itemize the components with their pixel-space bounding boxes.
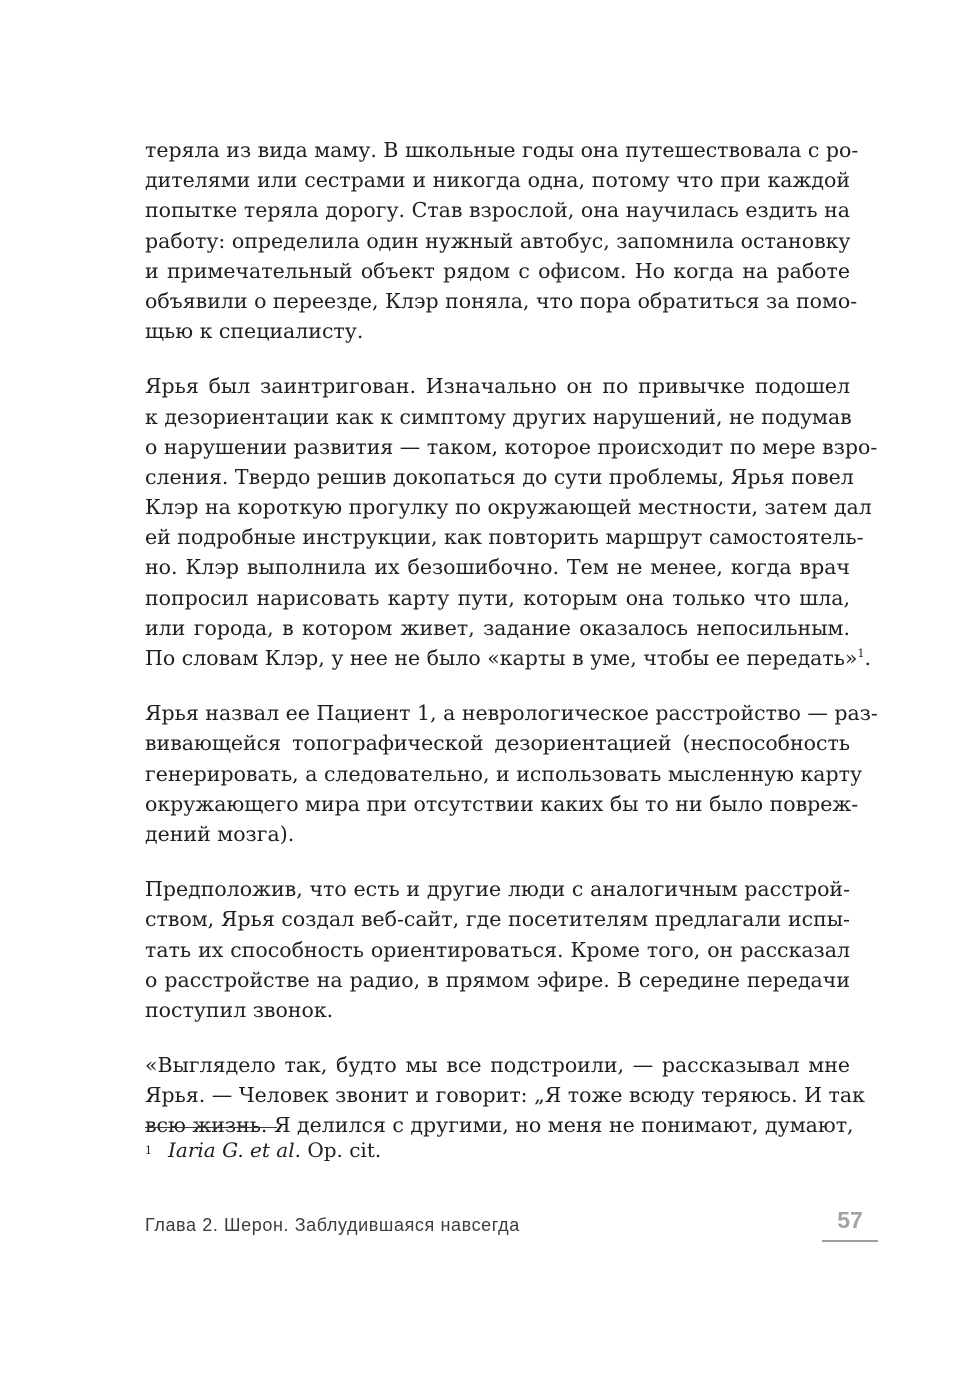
- text-line-content: По словам Клэр, у нее не было «карты в уме, чтобы ее передать»: [145, 646, 858, 670]
- paragraph-1: [145, 135, 859, 346]
- text-line: Ярья назвал ее Пациент 1, а неврологическое расстройство — раз-: [145, 701, 878, 726]
- footnote-divider: [145, 1127, 277, 1128]
- page-number: 57: [822, 1207, 878, 1242]
- text-line: генерировать, а следовательно, и использовать мысленную карту: [145, 761, 863, 786]
- footnote-reference[interactable]: 1: [857, 647, 865, 661]
- text-line: тать их способность ориентироваться. Кроме того, он рассказал: [145, 937, 850, 962]
- text-line: поступил звонок.: [145, 997, 334, 1022]
- running-footer-title: Глава 2. Шерон. Заблудившаяся навсегда: [145, 1215, 520, 1235]
- text-line: Клэр на короткую прогулку по окружающей местности, затем дал: [145, 495, 872, 520]
- text-line: но. Клэр выполнила их безошибочно. Тем не менее, когда врач: [145, 555, 850, 580]
- text-line: ством, Ярья создал веб-сайт, где посетителям предлагали испы-: [145, 907, 850, 932]
- text-line: и примечательный объект рядом с офисом. Но когда на работе: [145, 258, 850, 283]
- footnote-source: Op. cit.: [307, 1138, 382, 1162]
- text-line: Ярья был заинтригован. Изначально он по привычке подошел: [145, 374, 850, 399]
- text-line: дений мозга).: [145, 821, 295, 846]
- text-line: сления. Твердо решив докопаться до сути проблемы, Ярья повел: [145, 464, 854, 489]
- text-line: работу: определила один нужный автобус, запомнила остановку: [145, 228, 851, 253]
- text-line: «Выглядело так, будто мы все подстроили, — рассказывал мне: [145, 1053, 850, 1078]
- text-line: объявили о переезде, Клэр поняла, что пора обратиться за помо-: [145, 288, 858, 313]
- text-line: вивающейся топографической дезориентацией (неспособность: [145, 731, 850, 756]
- text-line: окружающего мира при отсутствии каких бы то ни было повреж-: [145, 791, 859, 816]
- text-line: всю жизнь. Я делился с другими, но меня не понимают, думают,: [145, 1113, 854, 1138]
- paragraph-2: [145, 371, 878, 673]
- paragraph-3: [145, 698, 878, 849]
- text-line: Предположив, что есть и другие люди с аналогичным расстрой-: [145, 877, 850, 902]
- text-line: о расстройстве на радио, в прямом эфире. В середине передачи: [145, 967, 850, 992]
- text-line: дителями или сестрами и никогда одна, потому что при каждой: [145, 168, 850, 193]
- text-line: попытке теряла дорогу. Став взрослой, она научилась ездить на: [145, 198, 850, 223]
- text-line: о нарушении развития — таком, которое происходит по мере взро-: [145, 434, 878, 459]
- text-line: щью к специалисту.: [145, 319, 364, 344]
- text-line: к дезориентации как к симптому других нарушений, не подумав: [145, 404, 852, 429]
- text-line: Ярья. — Человек звонит и говорит: „Я тоже всюду теряюсь. И так: [145, 1083, 865, 1108]
- text-line: ей подробные инструкции, как повторить маршрут самостоятель-: [145, 525, 864, 550]
- paragraph-4: [145, 874, 850, 1025]
- footnote: [145, 1137, 381, 1163]
- text-line-with-footnote: По словам Клэр, у нее не было «карты в уме, чтобы ее передать»$^1$.: [145, 646, 871, 670]
- text-line: или города, в котором живет, задание оказалось непосильным.: [145, 615, 850, 640]
- text-line: попросил нарисовать карту пути, которым она только что шла,: [145, 585, 850, 610]
- footnote-author: Iaria G. et al.: [168, 1138, 301, 1162]
- footnote-number: 1: [145, 1144, 152, 1157]
- main-text: [145, 135, 878, 1141]
- text-line: теряла из вида маму. В школьные годы она путешествовала с ро-: [145, 138, 859, 162]
